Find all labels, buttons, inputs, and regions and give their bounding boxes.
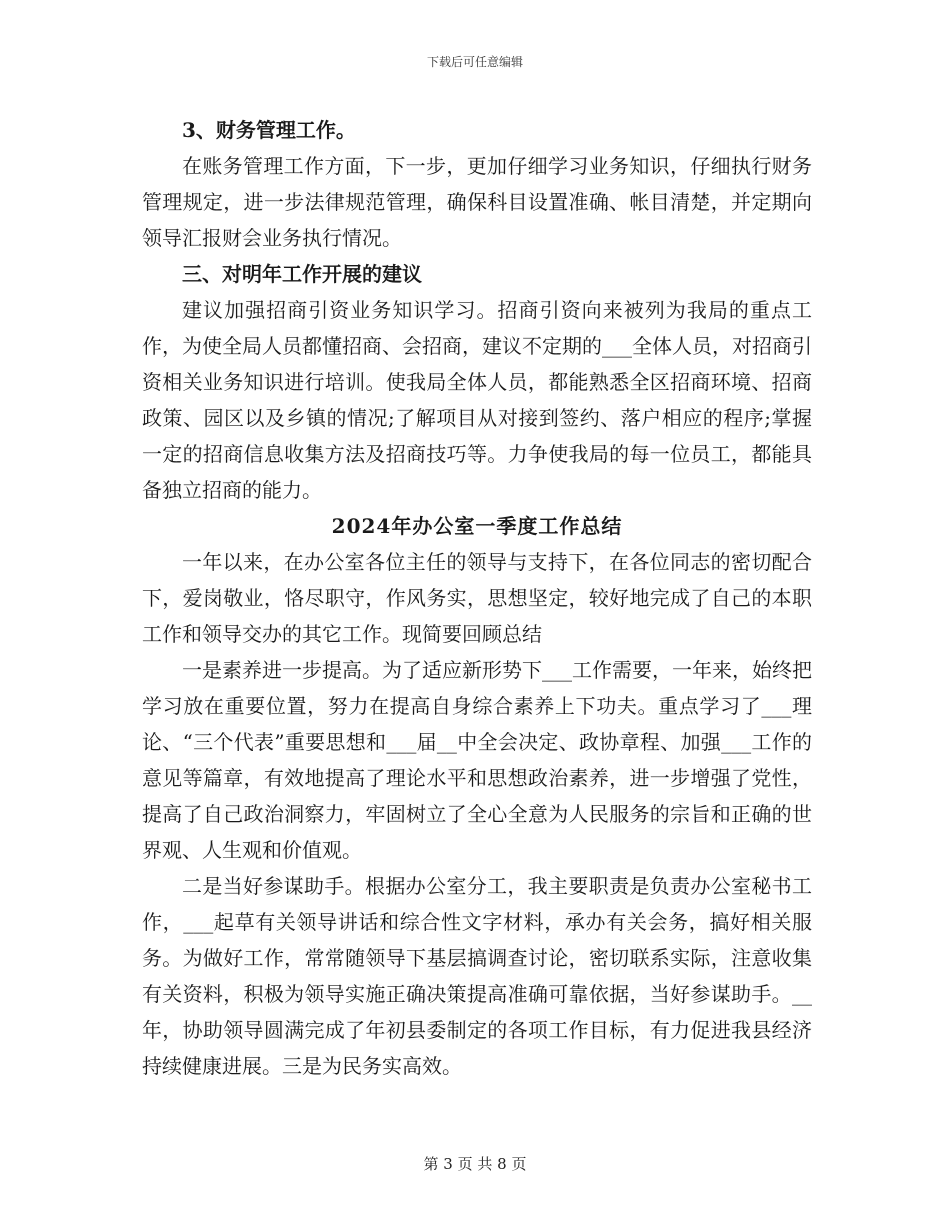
article-title: 2024年办公室一季度工作总结 (331, 514, 623, 538)
section-heading-suggestions: 三、对明年工作开展的建议 (182, 262, 422, 286)
page-header-note: 下载后可任意编辑 (426, 55, 523, 69)
page-number: 第 3 页 共 8 页 (423, 1155, 527, 1173)
paragraph-finance: 在账务管理工作方面，下一步，更加仔细学习业务知识，仔细执行财务管理规定，进一步法律规范管理，确保科目设置准确、帐目清楚，并定期向领导汇报财会业务执行情况。 (142, 154, 812, 250)
document-body (142, 112, 812, 1084)
article-paragraph: 一是素养进一步提高。为了适应新形势下___工作需要，一年来，始终把学习放在重要位置，努力在提高自身综合素养上下功夫。重点学习了___理论、“三个代表”重要思想和___届__中全会决定、政协章程、加强___工作的意见等篇章，有效地提高了理论水平和思想政治素养，进一步增强了党性，提高了自己政治洞察力，牢固树立了全心全意为人民服务的宗旨和正确的世界观、人生观和价值观。 (142, 658, 812, 862)
article-paragraph: 一年以来，在办公室各位主任的领导与支持下，在各位同志的密切配合下，爱岗敬业，恪尽职守，作风务实，思想坚定，较好地完成了自己的本职工作和领导交办的其它工作。现简要回顾总结 (142, 550, 812, 646)
section-heading-finance: 3、财务管理工作。 (182, 118, 356, 142)
article-paragraph: 二是当好参谋助手。根据办公室分工，我主要职责是负责办公室秘书工作，___起草有关领导讲话和综合性文字材料，承办有关会务，搞好相关服务。为做好工作，常常随领导下基层搞调查讨论，密切联系实际，注意收集有关资料，积极为领导实施正确决策提高准确可靠依据，当好参谋助手。__年，协助领导圆满完成了年初县委制定的各项工作目标，有力促进我县经济持续健康进展。三是为民务实高效。 (142, 874, 812, 1078)
paragraph-suggestions: 建议加强招商引资业务知识学习。招商引资向来被列为我局的重点工作，为使全局人员都懂招商、会招商，建议不定期的___全体人员，对招商引资相关业务知识进行培训。使我局全体人员，都能熟悉全区招商环境、招商政策、园区以及乡镇的情况;了解项目从对接到签约、落户相应的程序;掌握一定的招商信息收集方法及招商技巧等。力争使我局的每一位员工，都能具备独立招商的能力。 (142, 298, 812, 502)
